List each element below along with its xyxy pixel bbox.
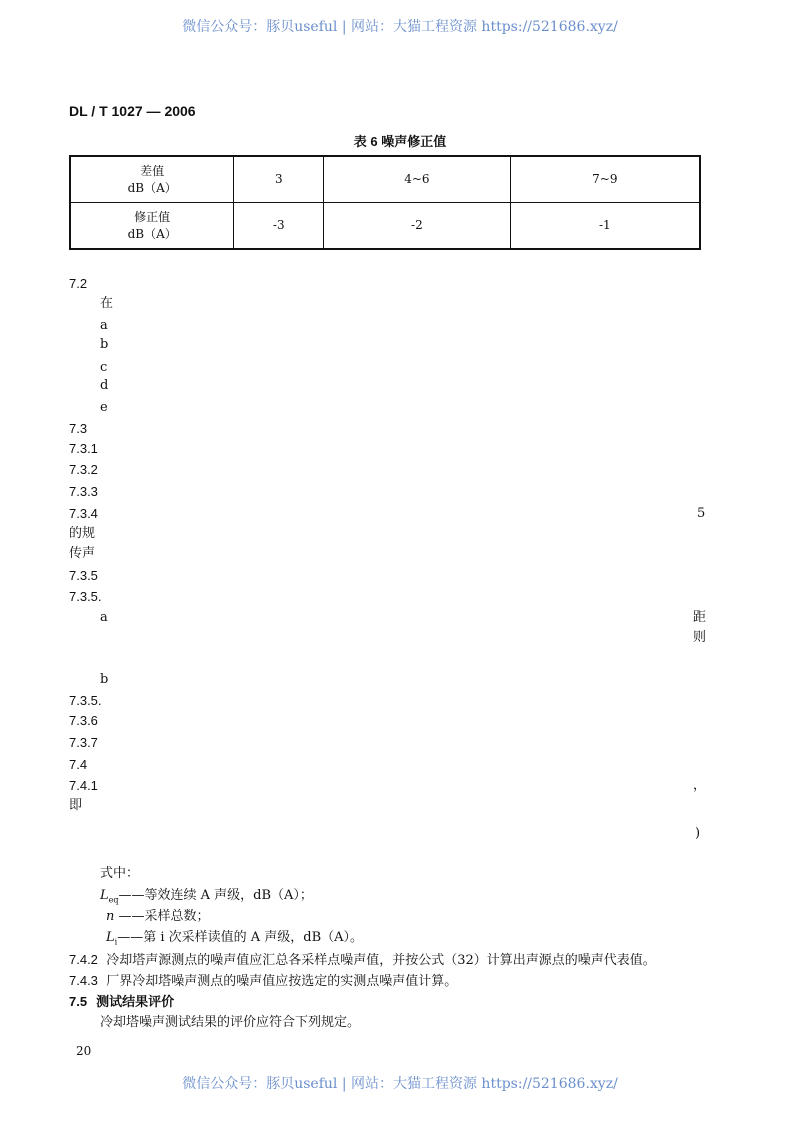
page-number: 20 xyxy=(76,1044,92,1058)
section-body: 冷却塔噪声测试结果的评价应符合下列规定。 xyxy=(100,1015,361,1030)
fragment-left: 传声 xyxy=(69,546,96,561)
table-cell: 7~9 xyxy=(510,156,700,203)
fragment-left: 7.4.1 xyxy=(69,778,98,793)
fragment-left: 的规 xyxy=(69,526,96,541)
fragment-right: 5 xyxy=(697,506,706,521)
fragment-left: 7.2 xyxy=(69,276,88,291)
fragment-right: 则 xyxy=(693,630,707,645)
fragment-left: a xyxy=(100,318,108,333)
fragment-right: ) xyxy=(695,826,701,841)
table-cell: 3 xyxy=(234,156,324,203)
symbol-definition: $L_i——$第 i 次采样读值的 A 声级，dB（A）。 xyxy=(106,930,364,947)
table-row xyxy=(70,203,700,250)
fragment-left: 7.3.5. xyxy=(69,693,102,708)
table-cell: -3 xyxy=(234,203,324,250)
fragment-right: ， xyxy=(693,778,707,793)
fragment-left: 7.3.4 xyxy=(69,506,98,521)
section-heading-7-5: 7.5 测试结果评价 xyxy=(69,994,175,1009)
clause-7-4-3: 7.4.3 厂界冷却塔噪声测点的噪声值应按选定的实测点噪声值计算。 xyxy=(69,973,458,989)
table-title: 表 6 噪声修正值 xyxy=(353,134,447,149)
symbol-definition: $L_{eq}——$等效连续 A 声级，dB（A）； xyxy=(100,888,313,905)
fragment-left: 即 xyxy=(69,798,83,813)
symbol-definition: n ——采样总数； xyxy=(106,909,210,924)
clause-7-4-2: 7.4.2 冷却塔声源测点的噪声值应汇总各采样点噪声值，并按公式（32）计算出声源点的噪声代表值。 xyxy=(69,952,656,968)
fragment-left: 7.3.3 xyxy=(69,484,98,499)
row-label: 修正值 dB（A） xyxy=(70,203,234,250)
fragment-left: a xyxy=(100,610,108,625)
watermark-bottom: 微信公众号：豚贝useful | 网站：大猫工程资源 https://521686.xyz/ xyxy=(182,1076,618,1092)
table-cell: 4~6 xyxy=(324,156,510,203)
table-cell: -2 xyxy=(324,203,510,250)
watermark-top: 微信公众号：豚贝useful | 网站：大猫工程资源 https://521686.xyz/ xyxy=(182,19,618,35)
fragment-left: 7.3.5. xyxy=(69,589,102,604)
fragment-left: 7.3.1 xyxy=(69,441,98,456)
fragment-left: b xyxy=(100,337,109,352)
fragment-left: c xyxy=(100,360,108,375)
standard-number: DL / T 1027 — 2006 xyxy=(69,103,196,119)
formula-intro: 式中： xyxy=(100,866,140,881)
fragment-left: 7.3 xyxy=(69,421,88,436)
table-row xyxy=(70,156,700,203)
fragment-left: 7.4 xyxy=(69,757,88,772)
fragment-left: 7.3.7 xyxy=(69,735,98,750)
noise-correction-table xyxy=(69,155,701,250)
fragment-left: 7.3.5 xyxy=(69,568,98,583)
fragment-right: 距 xyxy=(693,610,707,625)
fragment-left: 7.3.6 xyxy=(69,713,98,728)
fragment-left: e xyxy=(100,400,108,415)
fragment-left: d xyxy=(100,378,109,393)
fragment-left: b xyxy=(100,672,109,687)
fragment-left: 7.3.2 xyxy=(69,462,98,477)
row-label: 差值 dB（A） xyxy=(70,156,234,203)
fragment-left: 在 xyxy=(100,296,114,311)
table-cell: -1 xyxy=(510,203,700,250)
